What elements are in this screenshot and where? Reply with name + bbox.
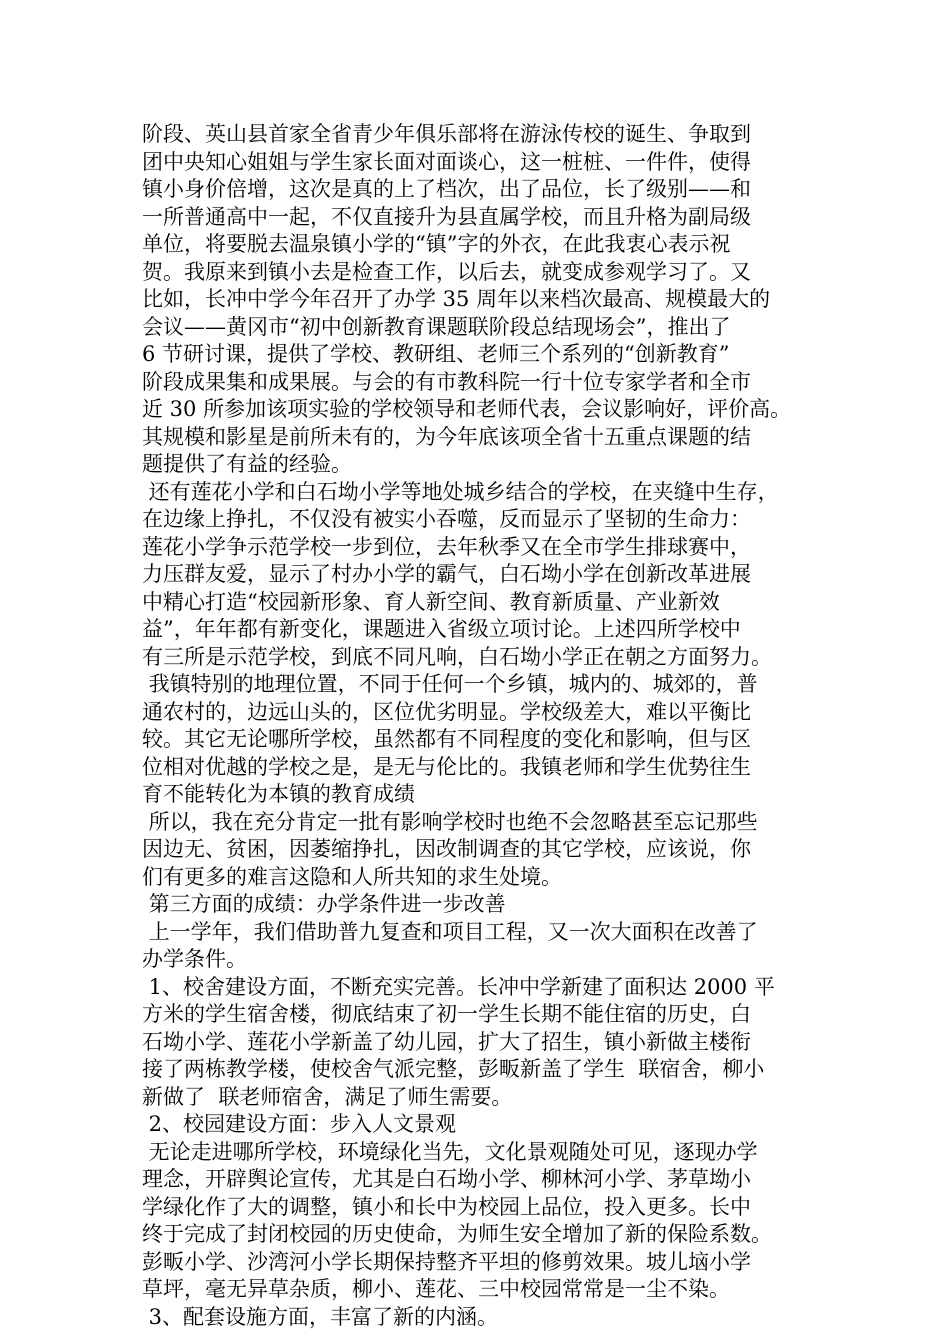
- text-line: 新做了 联老师宿舍，满足了师生需要。: [142, 1084, 513, 1109]
- text-line: 我镇特别的地理位置，不同于任何一个乡镇，城内的、城郊的，普: [142, 672, 758, 696]
- text-line: 力压群友爱，显示了村办小学的霸气，白石坳小学在创新改革进展: [142, 562, 751, 586]
- text-line: 益”，年年都有新变化，课题进入省级立项讨论。上述四所学校中: [142, 617, 741, 641]
- text-line: 还有莲花小学和白石坳小学等地处城乡结合的学校，在夹缝中生存，: [142, 479, 779, 504]
- text-line: 6 节研讨课，提供了学校、教研组、老师三个系列的“创新教育”: [142, 342, 730, 366]
- text-line: 团中央知心姐姐与学生家长面对面谈心，这一桩桩、一件件，使得: [142, 149, 751, 174]
- text-line: 们有更多的难言这隐和人所共知的求生处境。: [142, 864, 562, 889]
- text-line: 上一学年，我们借助普九复查和项目工程，又一次大面积在改善了: [142, 919, 758, 944]
- text-line: 办学条件。: [142, 947, 247, 971]
- document-body: [142, 121, 832, 1331]
- text-line: 所以，我在充分肯定一批有影响学校时也绝不会忽略甚至忘记那些: [142, 809, 758, 834]
- text-line: 草坪，毫无异草杂质，柳小、莲花、三中校园常常是一尘不染。: [142, 1277, 730, 1301]
- text-line: 1、校舍建设方面，不断充实完善。长冲中学新建了面积达 2000 平: [142, 974, 775, 999]
- section-heading: 第三方面的成绩：办学条件进一步改善: [142, 892, 506, 916]
- text-line: 通农村的，边远山头的，区位优劣明显。学校级差大，难以平衡比: [142, 699, 751, 724]
- text-line: 比如，长冲中学今年召开了办学 35 周年以来档次最高、规模最大的: [142, 287, 771, 311]
- text-line: 彭畈小学、沙湾河小学长期保持整齐平坦的修剪效果。坡儿垴小学: [142, 1249, 751, 1274]
- text-line: 莲花小学争示范学校一步到位，去年秋季又在全市学生排球赛中，: [142, 534, 751, 559]
- text-line: 会议——黄冈市“初中创新教育课题联阶段总结现场会”，推出了: [142, 314, 731, 339]
- text-line: 有三所是示范学校，到底不同凡响，白石坳小学正在朝之方面努力。: [142, 644, 772, 669]
- text-line: 接了两栋教学楼，使校舍气派完整，彭畈新盖了学生 联宿舍，柳小: [142, 1057, 765, 1081]
- text-line: 镇小身价倍增，这次是真的上了档次，出了品位，长了级别——和: [142, 177, 751, 201]
- text-line: 石坳小学、莲花小学新盖了幼儿园，扩大了招生，镇小新做主楼衔: [142, 1029, 751, 1054]
- text-line: 题提供了有益的经验。: [142, 452, 352, 476]
- text-line: 单位，将要脱去温泉镇小学的“镇”字的外衣，在此我衷心表示祝: [142, 232, 731, 256]
- text-line: 贺。我原来到镇小去是检查工作，以后去，就变成参观学习了。又: [142, 259, 751, 284]
- subsection-heading: 3、配套设施方面，丰富了新的内涵。: [142, 1304, 499, 1329]
- text-line: 阶段、英山县首家全省青少年俱乐部将在游泳传校的诞生、争取到: [142, 122, 751, 146]
- text-line: 学绿化作了大的调整，镇小和长中为校园上品位，投入更多。长中: [142, 1194, 751, 1219]
- text-line: 位相对优越的学校之是，是无与伦比的。我镇老师和学生优势往生: [142, 754, 751, 779]
- text-line: 中精心打造“校园新形象、育人新空间、教育新质量、产业新效: [142, 589, 720, 614]
- text-line: 较。其它无论哪所学校，虽然都有不同程度的变化和影响，但与区: [142, 727, 751, 751]
- subsection-heading: 2、校园建设方面：步入人文景观: [142, 1112, 457, 1136]
- text-line: 在边缘上挣扎，不仅没有被实小吞噬，反而显示了坚韧的生命力：: [142, 507, 751, 531]
- text-line: 理念，开辟舆论宣传，尤其是白石坳小学、柳林河小学、茅草坳小: [142, 1167, 751, 1191]
- text-line: 方米的学生宿舍楼，彻底结束了初一学生长期不能住宿的历史，白: [142, 1002, 751, 1026]
- text-line: 育不能转化为本镇的教育成绩: [142, 782, 415, 806]
- text-line: 因边无、贫困，因萎缩挣扎，因改制调查的其它学校，应该说，你: [142, 837, 751, 861]
- text-line: 阶段成果集和成果展。与会的有市教科院一行十位专家学者和全市: [142, 369, 751, 394]
- text-line: 近 30 所参加该项实验的学校领导和老师代表，会议影响好，评价高。: [142, 397, 792, 421]
- text-line: 终于完成了封闭校园的历史使命，为师生安全增加了新的保险系数。: [142, 1222, 772, 1246]
- text-line: 一所普通高中一起，不仅直接升为县直属学校，而且升格为副局级: [142, 204, 751, 229]
- text-line: 其规模和影星是前所未有的，为今年底该项全省十五重点课题的结: [142, 424, 751, 449]
- text-line: 无论走进哪所学校，环境绿化当先，文化景观随处可见，逐现办学: [142, 1139, 758, 1164]
